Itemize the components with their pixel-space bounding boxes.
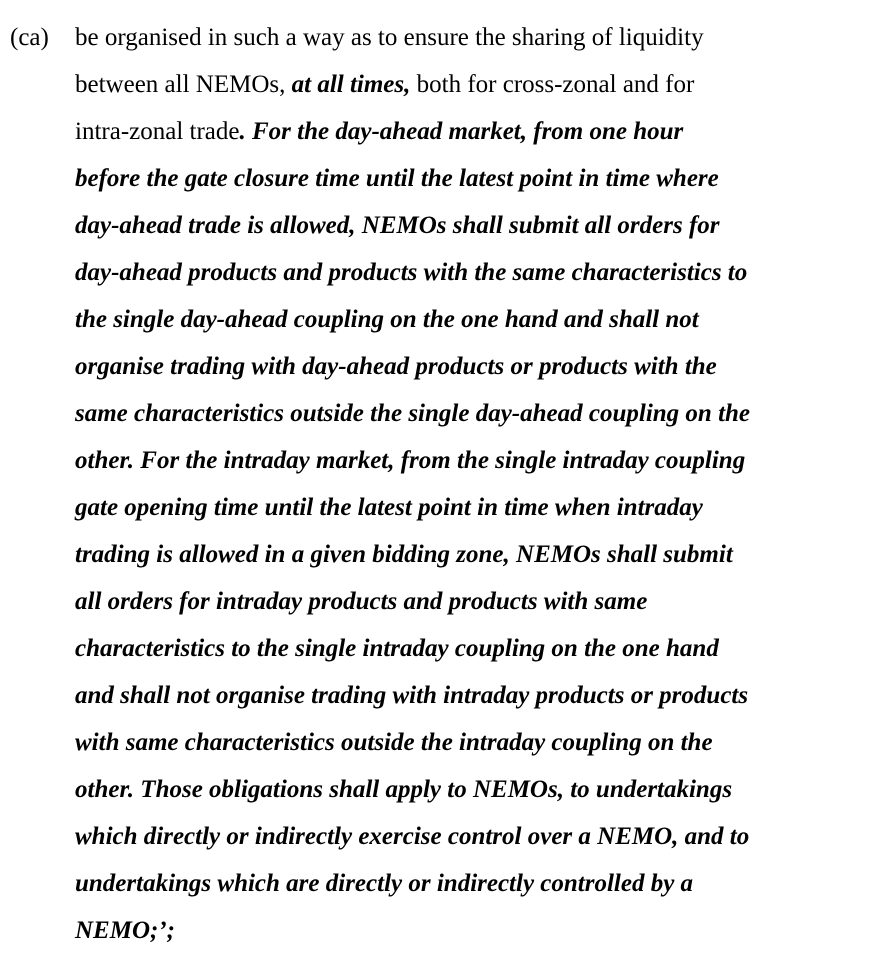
paragraph-line [75,813,825,860]
paragraph-line [75,578,825,625]
paragraph-line [75,202,825,249]
paragraph-line [75,766,825,813]
amendment-text: day-ahead trade is allowed, NEMOs shall submit all orders for [75,212,720,239]
paragraph-line [75,437,825,484]
amendment-text: organise trading with day-ahead products or products with the [75,353,717,380]
paragraph-label: (ca) [10,24,49,51]
amendment-text: the single day-ahead coupling on the one hand and shall not [75,306,699,333]
paragraph-line [75,719,825,766]
original-text: be organised in such a way as to ensure the sharing of liquidity [75,24,704,51]
paragraph-line [75,14,825,61]
paragraph-line [75,484,825,531]
amendment-text: trading is allowed in a given bidding zone, NEMOs shall submit [75,541,733,568]
paragraph-line [75,531,825,578]
amendment-text: undertakings which are directly or indirectly controlled by a [75,870,694,897]
amendment-text: . For the day-ahead market, from one hour [239,118,684,145]
paragraph-line [75,296,825,343]
paragraph-line [75,390,825,437]
paragraph-line [75,343,825,390]
paragraph-line [75,61,825,108]
paragraph-line [75,860,825,907]
paragraph-line [75,907,825,954]
original-text: both for cross-zonal and for [410,71,695,98]
amendment-text: all orders for intraday products and products with same [75,588,648,615]
paragraph-body [75,14,825,954]
original-text: intra-zonal trade [75,118,240,145]
amendment-text: gate opening time until the latest point in time when intraday [75,494,703,521]
amendment-text: other. Those obligations shall apply to NEMOs, to undertakings [75,776,733,803]
amendment-text: NEMO;’; [75,917,175,944]
amendment-text: characteristics to the single intraday coupling on the one hand [75,635,719,662]
amendment-text: same characteristics outside the single day-ahead coupling on the [75,400,751,427]
amendment-text: which directly or indirectly exercise control over a NEMO, and to [75,823,750,850]
paragraph-line [75,155,825,202]
amendment-text: and shall not organise trading with intraday products or products [75,682,749,709]
paragraph-line [75,672,825,719]
paragraph-line [75,108,825,155]
amendment-text: day-ahead products and products with the same characteristics to [75,259,748,286]
original-text: between all NEMOs, [75,71,292,98]
amendment-text: other. For the intraday market, from the single intraday coupling [75,447,746,474]
paragraph-line [75,625,825,672]
amendment-text: at all times, [291,71,411,98]
amendment-text: with same characteristics outside the intraday coupling on the [75,729,713,756]
paragraph-line [75,249,825,296]
amendment-text: before the gate closure time until the latest point in time where [75,165,719,192]
